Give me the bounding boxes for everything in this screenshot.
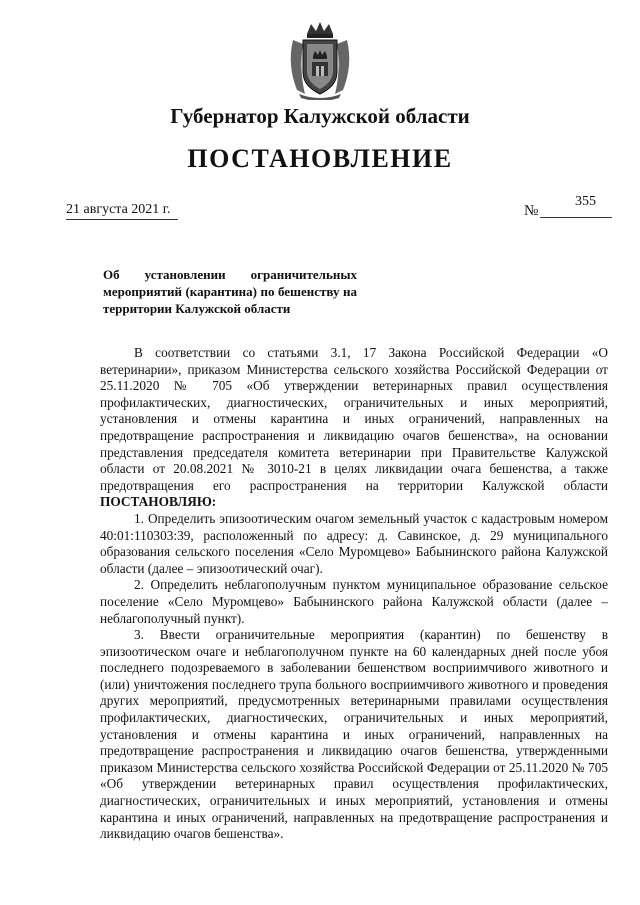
document-subject: Об установлении ограничительных мероприятий (карантина) по бешенству на территории Калужской области	[103, 267, 357, 316]
document-date: 21 августа 2021 г.	[66, 202, 171, 217]
decree-word: ПОСТАНОВЛЯЮ:	[100, 494, 217, 510]
item-1-paragraph: 1. Определить эпизоотическим очагом земельный участок с кадастровым номером 40:01:110303:39, расположенный по адресу: д. Савинское, д. 29 муниципального образования сельского поселения «Село Муромцево» Бабынинского района Калужской области (далее – эпизоотический очаг).	[100, 510, 608, 576]
document-number: 355	[575, 194, 596, 209]
date-underline	[66, 219, 178, 220]
preamble-paragraph	[100, 345, 608, 511]
item-2-paragraph: 2. Определить неблагополучным пунктом муниципальное образование сельское поселение «Село Муромцево» Бабынинского района Калужской области (далее – неблагополучный пункт).	[100, 577, 608, 626]
document-body	[100, 345, 608, 843]
number-sign: №	[524, 203, 539, 219]
number-underline	[540, 217, 612, 218]
item-3-paragraph: 3. Ввести ограничительные мероприятия (карантин) по бешенству в эпизоотическом очаге и неблагополучном пункте на 60 календарных дней после убоя последнего подозреваемого в заболевании бешенством восприимчивого животного и (или) уничтожения последнего трупа больного восприимчивого животного и проведения других мероприятий, предусмотренных ветеринарными правилами осуществления профилактических, диагностических, ограничительных и иных мероприятий, установления и отмены карантина и иных ограничений, направленных на предотвращение распространения и ликвидацию очагов бешенства, утвержденными приказом Министерства сельского хозяйства Российской Федерации от 25.11.2020 № 705 «Об утверждении ветеринарных правил осуществления профилактических, диагностических, ограничительных и иных мероприятий, установления и отмены карантина и иных ограничений, направленных на предотвращение распространения и ликвидацию очагов бешенства».	[100, 627, 608, 842]
coat-of-arms-icon	[285, 20, 355, 100]
preamble-text: В соответствии со статьями 3.1, 17 Закона Российской Федерации «О ветеринарии», приказом Министерства сельского хозяйства Российской Федерации от 25.11.2020 № 705 «Об утверждении ветеринарных правил осуществления профилактических, диагностических, ограничительных и иных мероприятий, установления и отмены карантина и иных ограничений, направленных на предотвращение распространения и ликвидацию очагов бешенства», на основании представления председателя комитета ветеринарии при Правительстве Калужской области от 20.08.2021 № 3010-21 в целях ликвидации очага бешенства, а также предотвращения его распространения на территории Калужской области	[100, 345, 608, 493]
issuer-title: Губернатор Калужской области	[170, 104, 470, 128]
document-type-heading: ПОСТАНОВЛЕНИЕ	[187, 144, 453, 173]
